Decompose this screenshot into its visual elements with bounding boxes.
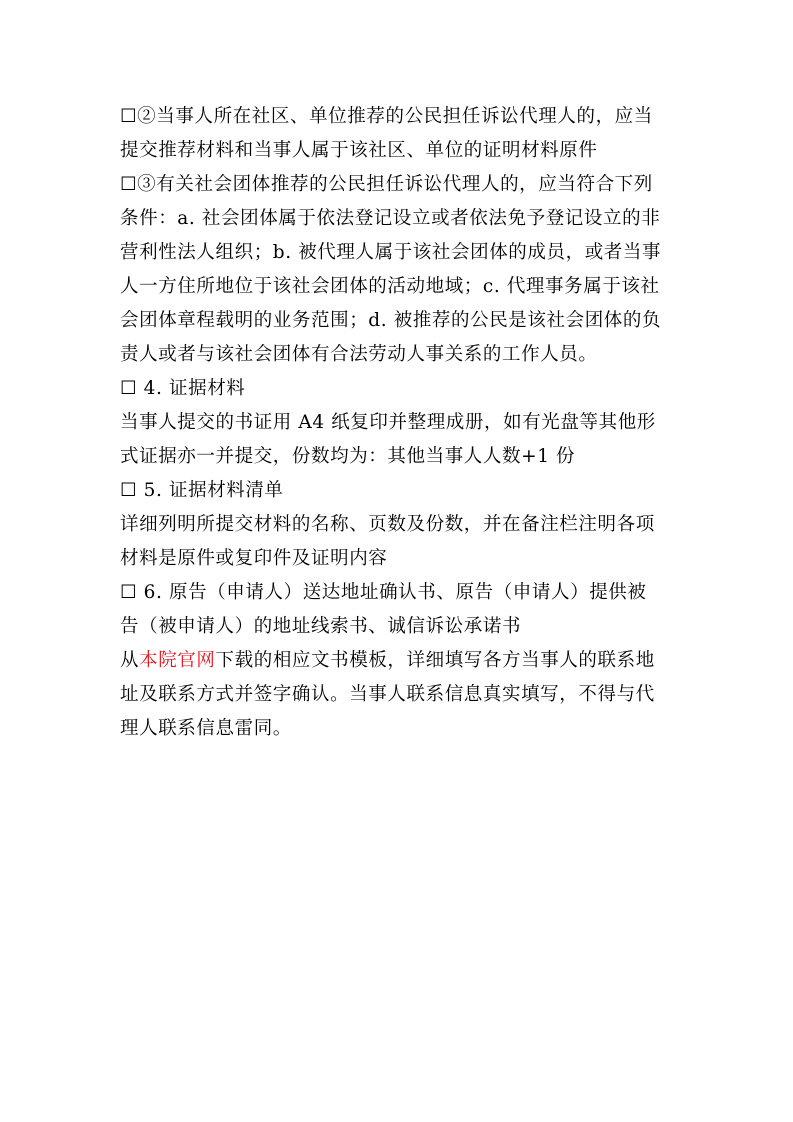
section-6-heading-line-1: ☐ 6. 原告（申请人）送达地址确认书、原告（申请人）提供被 (120, 582, 647, 603)
download-suffix: 下载的相应文书模板，详细填写各方当事人的联系地 (215, 650, 655, 671)
download-prefix: 从 (120, 650, 140, 671)
item-3-social-group-line-1: ☐③有关社会团体推荐的公民担任诉讼代理人的，应当符合下列 (120, 174, 653, 195)
section-6-text-line-2: 址及联系方式并签字确认。当事人联系信息真实填写，不得与代 (120, 684, 655, 705)
section-4-text-line-1: 当事人提交的书证用 A4 纸复印并整理成册，如有光盘等其他形 (120, 412, 656, 433)
item-3-social-group-line-5: 会团体章程载明的业务范围；d. 被推荐的公民是该社会团体的负 (120, 310, 662, 331)
item-3-social-group-line-4: 人一方住所地位于该社会团体的活动地域；c. 代理事务属于该社 (120, 276, 660, 297)
item-3-social-group-line-3: 营利性法人组织；b. 被代理人属于该社会团体的成员，或者当事 (120, 242, 662, 263)
item-3-social-group-line-6: 责人或者与该社会团体有合法劳动人事关系的工作人员。 (120, 344, 598, 365)
section-4-text-line-2: 式证据亦一并提交，份数均为：其他当事人人数+1 份 (120, 446, 576, 467)
section-5-heading: ☐ 5. 证据材料清单 (120, 480, 284, 501)
section-4-heading: ☐ 4. 证据材料 (120, 378, 246, 399)
section-6-heading-line-2: 告（被申请人）的地址线索书、诚信诉讼承诺书 (120, 616, 522, 637)
section-6-text-line-3: 理人联系信息雷同。 (120, 718, 292, 739)
official-website-link[interactable]: 本院官网 (139, 650, 216, 671)
section-6-text-line-1 (120, 644, 680, 678)
section-5-text-line-1: 详细列明所提交材料的名称、页数及份数，并在备注栏注明各项 (120, 514, 655, 535)
document-body (120, 100, 680, 746)
item-3-social-group-line-2: 条件：a. 社会团体属于依法登记设立或者依法免予登记设立的非 (120, 208, 661, 229)
item-2-recommend-community-line-1: ☐②当事人所在社区、单位推荐的公民担任诉讼代理人的，应当 (120, 106, 653, 127)
item-2-recommend-community-line-2: 提交推荐材料和当事人属于该社区、单位的证明材料原件 (120, 140, 598, 161)
section-5-text-line-2: 材料是原件或复印件及证明内容 (120, 548, 388, 569)
